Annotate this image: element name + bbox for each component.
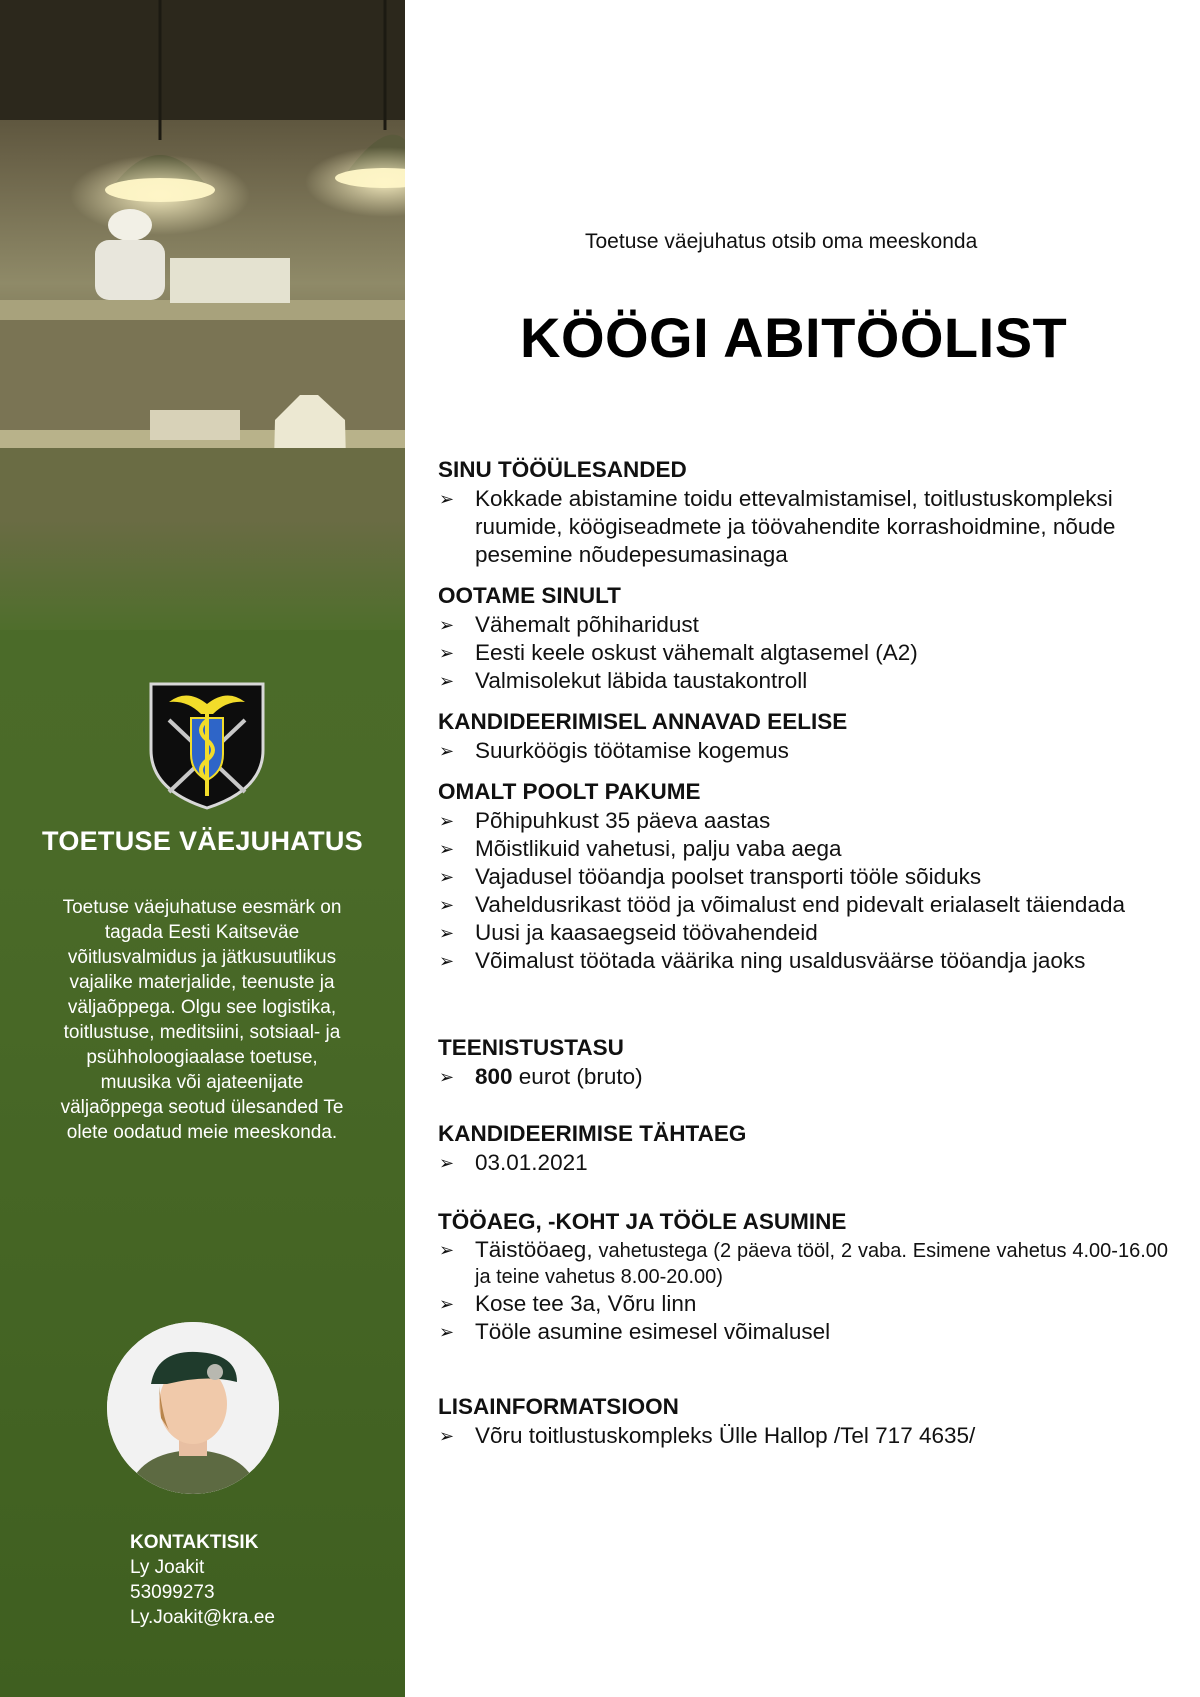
list-item bbox=[438, 1237, 1168, 1290]
section-worktime bbox=[438, 1207, 1168, 1346]
arrow-bullet-icon: ➢ bbox=[439, 1322, 455, 1342]
deadline-list bbox=[438, 1149, 1168, 1177]
arrow-bullet-icon: ➢ bbox=[439, 643, 455, 663]
list-item-text: Vähemalt põhiharidust bbox=[475, 612, 699, 637]
worktime-start: Täistööaeg, bbox=[475, 1237, 593, 1262]
worktime-list-rest bbox=[438, 1290, 1168, 1346]
list-item-text: Vaheldusrikast tööd ja võimalust end pidevalt erialaselt täiendada bbox=[475, 892, 1125, 917]
contact-label: KONTAKTISIK bbox=[130, 1532, 259, 1553]
section-info bbox=[438, 1392, 1168, 1450]
list-item bbox=[438, 807, 1168, 835]
list-item bbox=[438, 737, 1168, 765]
section-salary bbox=[438, 1033, 1168, 1091]
section-title: LISAINFORMATSIOON bbox=[438, 1394, 679, 1419]
main-content bbox=[405, 0, 1200, 1697]
tasks-list bbox=[438, 485, 1168, 569]
advantages-list bbox=[438, 737, 1168, 765]
section-title: TEENISTUSTASU bbox=[438, 1035, 624, 1060]
arrow-bullet-icon: ➢ bbox=[439, 741, 455, 761]
section-tasks bbox=[438, 455, 1168, 569]
list-item bbox=[438, 835, 1168, 863]
contact-name: Ly Joakit bbox=[130, 1557, 205, 1578]
list-item bbox=[438, 1063, 1168, 1091]
list-item bbox=[438, 485, 1168, 569]
job-details bbox=[438, 455, 1168, 1450]
arrow-bullet-icon: ➢ bbox=[439, 671, 455, 691]
list-item-text: Võimalust töötada väärika ning usaldusväärse tööandja jaoks bbox=[475, 948, 1086, 973]
worktime-detail: vahetustega (2 päeva tööl, 2 vaba. Esimene vahetus 4.00-16.00 ja teine vahetus 8.00-20.00) bbox=[475, 1240, 1168, 1288]
salary-amount: 800 bbox=[475, 1064, 513, 1089]
job-title: KÖÖGI ABITÖÖLIST bbox=[520, 306, 1068, 369]
arrow-bullet-icon: ➢ bbox=[439, 951, 455, 971]
list-item bbox=[438, 611, 1168, 639]
list-item bbox=[438, 1318, 1168, 1346]
arrow-bullet-icon: ➢ bbox=[439, 1153, 455, 1173]
section-deadline bbox=[438, 1119, 1168, 1177]
salary-list bbox=[438, 1063, 1168, 1091]
list-item bbox=[438, 919, 1168, 947]
list-item-text: Võru toitlustuskompleks Ülle Hallop /Tel 717 4635/ bbox=[475, 1423, 976, 1448]
list-item-text: Kose tee 3a, Võru linn bbox=[475, 1291, 697, 1316]
info-list bbox=[438, 1422, 1168, 1450]
arrow-bullet-icon: ➢ bbox=[439, 1426, 455, 1446]
offer-list bbox=[438, 807, 1168, 975]
section-title: OOTAME SINULT bbox=[438, 583, 621, 608]
list-item bbox=[438, 947, 1168, 975]
list-item-text: Vajadusel tööandja poolset transporti tööle sõiduks bbox=[475, 864, 982, 889]
list-item-text: Põhipuhkust 35 päeva aastas bbox=[475, 808, 771, 833]
arrow-bullet-icon: ➢ bbox=[439, 489, 455, 509]
list-item-text: Eesti keele oskust vähemalt algtasemel (A2) bbox=[475, 640, 918, 665]
section-title: SINU TÖÖÜLESANDED bbox=[438, 457, 687, 482]
section-offer bbox=[438, 777, 1168, 975]
section-title: OMALT POOLT PAKUME bbox=[438, 779, 701, 804]
arrow-bullet-icon: ➢ bbox=[439, 923, 455, 943]
section-title: TÖÖAEG, -KOHT JA TÖÖLE ASUMINE bbox=[438, 1209, 847, 1234]
list-item-text: Uusi ja kaasaegseid töövahendeid bbox=[475, 920, 818, 945]
arrow-bullet-icon: ➢ bbox=[439, 1240, 455, 1260]
kitchen-photo bbox=[0, 0, 405, 630]
list-item bbox=[438, 1290, 1168, 1318]
requirements-list bbox=[438, 611, 1168, 695]
list-item bbox=[438, 639, 1168, 667]
list-item-text: Valmisolekut läbida taustakontroll bbox=[475, 668, 808, 693]
contact-email[interactable]: Ly.Joakit@kra.ee bbox=[130, 1607, 275, 1628]
list-item-text: 03.01.2021 bbox=[475, 1150, 588, 1175]
section-title: KANDIDEERIMISE TÄHTAEG bbox=[438, 1121, 747, 1146]
list-item-text: Suurköögis töötamise kogemus bbox=[475, 738, 789, 763]
sidebar bbox=[0, 0, 405, 1697]
arrow-bullet-icon: ➢ bbox=[439, 895, 455, 915]
list-item bbox=[438, 1149, 1168, 1177]
arrow-bullet-icon: ➢ bbox=[439, 839, 455, 859]
section-requirements bbox=[438, 581, 1168, 695]
list-item bbox=[438, 863, 1168, 891]
contact-block bbox=[130, 1530, 275, 1630]
list-item-text: Kokkade abistamine toidu ettevalmistamisel, toitlustuskompleksi ruumide, köögiseadmete ja töövahendite korrashoidmine, nõude pesemine nõudepesumasinaga bbox=[475, 486, 1116, 567]
list-item bbox=[438, 1422, 1168, 1450]
contact-portrait bbox=[107, 1322, 279, 1494]
list-item bbox=[438, 667, 1168, 695]
arrow-bullet-icon: ➢ bbox=[439, 1294, 455, 1314]
arrow-bullet-icon: ➢ bbox=[439, 1067, 455, 1087]
section-advantages bbox=[438, 707, 1168, 765]
arrow-bullet-icon: ➢ bbox=[439, 867, 455, 887]
org-title: TOETUSE VÄEJUHATUS bbox=[42, 826, 363, 856]
worktime-list bbox=[438, 1237, 1168, 1290]
org-description: Toetuse väejuhatuse eesmärk on tagada Eesti Kaitseväe võitlusvalmidus ja jätkusuutlikus vajalike materjalide, teenuste ja väljaõppega. Olgu see logistika, toitlustuse, meditsiini, sotsiaal- ja psühholoogiaalase toetuse, muusika või ajateenijate väljaõppega seotud ülesanded Te olete oodatud meie meeskonda. bbox=[60, 897, 344, 1143]
military-crest-icon bbox=[147, 680, 267, 810]
arrow-bullet-icon: ➢ bbox=[439, 615, 455, 635]
contact-phone: 53099273 bbox=[130, 1582, 215, 1603]
list-item bbox=[438, 891, 1168, 919]
list-item-text: Mõistlikuid vahetusi, palju vaba aega bbox=[475, 836, 842, 861]
list-item-text: Tööle asumine esimesel võimalusel bbox=[475, 1319, 831, 1344]
section-title: KANDIDEERIMISEL ANNAVAD EELISE bbox=[438, 709, 848, 734]
arrow-bullet-icon: ➢ bbox=[439, 811, 455, 831]
salary-rest: eurot (bruto) bbox=[512, 1064, 643, 1089]
intro-text: Toetuse väejuhatus otsib oma meeskonda bbox=[585, 230, 978, 253]
